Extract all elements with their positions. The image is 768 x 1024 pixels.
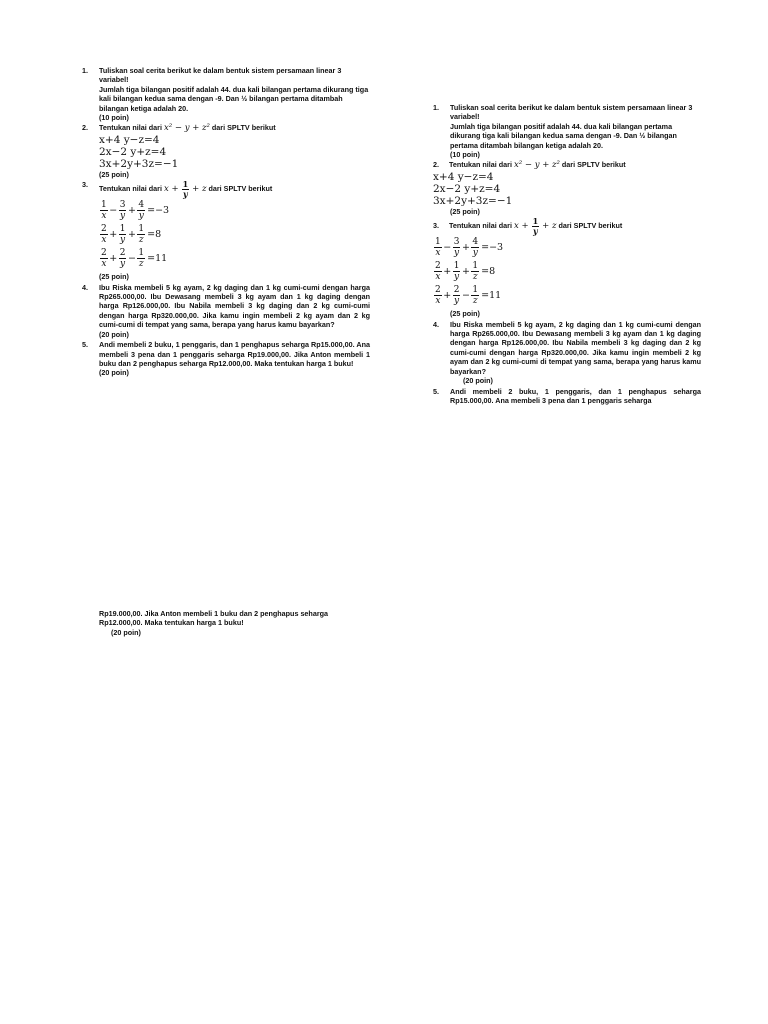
question-number: 2.	[82, 123, 88, 133]
question-points: (25 poin)	[450, 206, 480, 216]
question-body: Jumlah tiga bilangan positif adalah 44. dua kali bilangan pertama dikurang tiga kali bilangan kedua sama dengan -9. Dan ½ bilangan pertama ditambah bilangan ketiga adalah 20.	[99, 84, 369, 113]
question-5	[82, 340, 370, 378]
question-body: Andi membeli 2 buku, 1 penggaris, dan 1 penghapus seharga Rp15.000,00. Ana membeli 3 pena dan 1 penggaris seharga Rp19.000,00. Jika Anton membeli 1 buku dan 2 penghapus seharga Rp12.000,00. Maka tentukan harga 1 buku!	[99, 340, 370, 368]
question-points: (25 poin)	[99, 169, 129, 179]
question-5-continuation	[82, 609, 370, 637]
question-stem	[99, 180, 370, 198]
question-stem: Tuliskan soal cerita berikut ke dalam bentuk sistem persamaan linear 3 variabel!	[450, 103, 693, 122]
question-body: Rp19.000,00. Jika Anton membeli 1 buku dan 2 penghapus seharga Rp12.000,00. Maka tentukan harga 1 buku!	[99, 609, 329, 628]
question-number: 3.	[433, 221, 439, 231]
question-number: 4.	[82, 282, 88, 292]
fraction-equation-1: $\frac{1}{x}$ − $\frac{3}{y}$ + $\frac{4}{y}$ =−3	[101, 200, 170, 222]
equation-3: 3x+2y+3z=−1	[99, 157, 179, 170]
question-number: 1.	[82, 66, 88, 75]
question-stem	[433, 217, 701, 235]
equation-2: 2x−2 y+z=4	[99, 145, 167, 158]
expression-fraction: $\frac{1}{y}$	[182, 179, 189, 199]
expression-right: + z	[542, 221, 557, 232]
question-stem: Tuliskan soal cerita berikut ke dalam bentuk sistem persamaan linear 3 variabel!	[99, 66, 342, 85]
fraction-equation-3: $\frac{2}{x}$ + $\frac{2}{y}$ − $\frac{1}{z}$ =11	[435, 285, 502, 307]
question-points: (20 poin)	[463, 376, 493, 386]
expression-left: x +	[163, 184, 179, 195]
expression-left: x +	[513, 221, 529, 232]
fraction-equation-2: $\frac{2}{x}$ + $\frac{1}{y}$ + $\frac{1}{z}$ =8	[101, 224, 162, 246]
stem-suffix: dari SPLTV berikut	[558, 221, 623, 231]
fraction-equation-3: $\frac{2}{x}$ + $\frac{2}{y}$ − $\frac{1}{z}$ =11	[101, 248, 168, 270]
question-number: 5.	[433, 386, 439, 396]
target-expression: x² − y + z²	[513, 160, 560, 171]
question-1	[82, 66, 370, 122]
question-1	[433, 103, 701, 159]
question-4	[433, 320, 701, 386]
question-column-right	[433, 103, 701, 406]
question-2	[82, 123, 370, 179]
stem-prefix: Tentukan nilai dari	[99, 184, 162, 194]
question-3	[433, 217, 701, 318]
question-5	[433, 387, 701, 406]
stem-prefix: Tentukan nilai dari	[449, 221, 512, 231]
question-points: (10 poin)	[99, 113, 129, 123]
question-points: (25 poin)	[99, 272, 129, 282]
question-3	[82, 180, 370, 281]
expression-right: + z	[192, 184, 207, 195]
question-stem	[99, 123, 370, 133]
question-number: 4.	[433, 319, 439, 329]
question-number: 5.	[82, 340, 88, 350]
question-number: 3.	[82, 180, 88, 190]
question-points: (20 poin)	[99, 368, 129, 378]
expression-fraction: $\frac{1}{y}$	[532, 216, 539, 236]
stem-suffix: dari SPLTV berikut	[208, 184, 273, 194]
question-2	[433, 160, 701, 216]
stem-suffix: dari SPLTV berikut	[211, 123, 276, 133]
question-points: (20 poin)	[111, 627, 141, 637]
equation-1: x+4 y−z=4	[99, 133, 160, 146]
question-column-left	[82, 66, 370, 379]
question-4	[82, 283, 370, 339]
question-points: (20 poin)	[99, 329, 129, 339]
question-points: (10 poin)	[450, 150, 480, 160]
question-number: 2.	[433, 160, 439, 170]
question-body: Ibu Riska membeli 5 kg ayam, 2 kg daging dan 1 kg cumi-cumi dengan harga Rp265.000,00. Ibu Dewasang membeli 3 kg ayam dan 1 kg daging dengan harga Rp126.000,00. Ibu Nabila membeli 3 kg daging dan 2 kg cumi-cumi dengan harga Rp320.000,00. Jika kamu ingin membeli 2 kg ayam dan 2 kg cumi-cumi di tempat yang sama, berapa yang harus kamu bayarkan?	[99, 282, 370, 330]
question-number: 1.	[433, 103, 439, 112]
question-stem	[433, 160, 701, 170]
stem-suffix: dari SPLTV berikut	[561, 160, 626, 170]
question-points: (25 poin)	[450, 309, 480, 319]
equation-1: x+4 y−z=4	[433, 170, 494, 183]
stem-prefix: Tentukan nilai dari	[449, 160, 512, 170]
question-body: Jumlah tiga bilangan positif adalah 44. dua kali bilangan pertama dikurang tiga kali bilangan kedua sama dengan -9. Dan ½ bilangan pertama ditambah bilangan ketiga adalah 20.	[450, 121, 677, 150]
question-body: Andi membeli 2 buku, 1 penggaris, dan 1 penghapus seharga Rp15.000,00. Ana membeli 3 pena dan 1 penggaris seharga	[450, 386, 701, 405]
target-expression: x² − y + z²	[163, 123, 210, 134]
stem-prefix: Tentukan nilai dari	[99, 123, 162, 133]
fraction-equation-1: $\frac{1}{x}$ − $\frac{3}{y}$ + $\frac{4}{y}$ =−3	[435, 237, 504, 259]
equation-2: 2x−2 y+z=4	[433, 182, 501, 195]
fraction-equation-2: $\frac{2}{x}$ + $\frac{1}{y}$ + $\frac{1}{z}$ =8	[435, 261, 496, 283]
equation-3: 3x+2y+3z=−1	[433, 194, 513, 207]
question-body: Ibu Riska membeli 5 kg ayam, 2 kg daging dan 1 kg cumi-cumi dengan harga Rp265.000,00. Ibu Dewasang membeli 3 kg ayam dan 1 kg daging dengan harga Rp126.000,00. Ibu Nabila membeli 3 kg daging dan 2 kg cumi-cumi dengan harga Rp320.000,00. Jika kamu ingin membeli 2 kg ayam dan 2 kg cumi-cumi di tempat yang sama, berapa yang harus kamu bayarkan?	[450, 319, 701, 376]
